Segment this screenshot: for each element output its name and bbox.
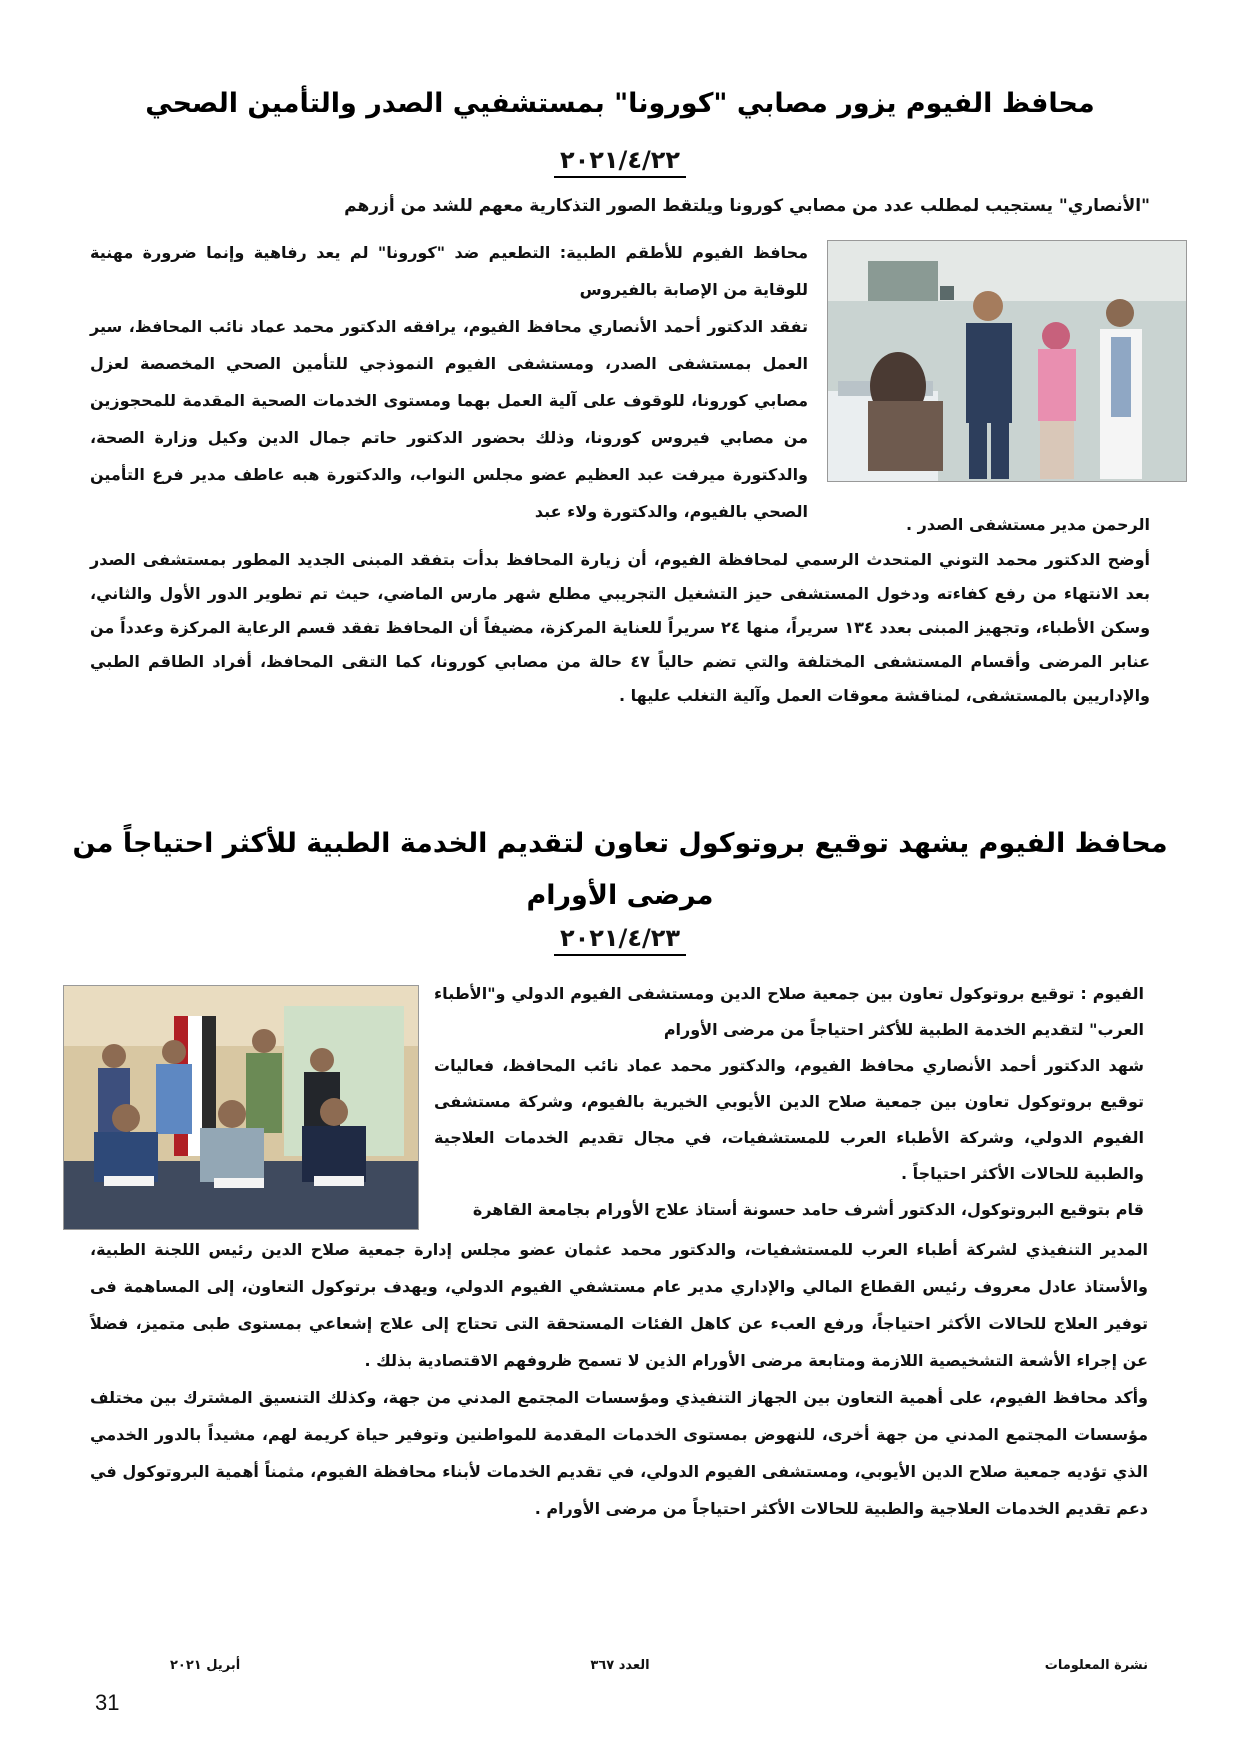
article2-body-full-width (90, 1231, 1148, 1527)
article2-date (0, 924, 1240, 956)
article1-title: محافظ الفيوم يزور مصابي "كورونا" بمستشفيي الصدر والتأمين الصحي (145, 88, 1095, 119)
article2-title: محافظ الفيوم يشهد توقيع بروتوكول تعاون لتقديم الخدمة الطبية للأكثر احتياجاً من مرضى الأورام (72, 828, 1168, 911)
page-footer (0, 1658, 1240, 1682)
article2-paragraph-2: المدير التنفيذي لشركة أطباء العرب للمستشفيات، والدكتور محمد عثمان عضو مجلس إدارة جمعية صلاح الدين رئيس اللجنة الطبية، والأستاذ عادل معروف رئيس القطاع المالي والإداري مدير عام مستشفي الفيوم الدولي، ويهدف برتوكول التعاون، إلى المساهمة فى توفير العلاج للحالات الأكثر احتياجاً، ورفع العبء عن كاهل الفئات المستحقة التى تحتاج إلى علاج إشعاعي بمستوى طبى متميز، فضلاً عن إجراء الأشعة التشخيصية اللازمة ومتابعة مرضى الأورام الذين لا تسمح ظروفهم الاقتصادية بذلك . (90, 1240, 1148, 1370)
article1-paragraph-2: أوضح الدكتور محمد التوني المتحدث الرسمي لمحافظة الفيوم، أن زيارة المحافظ بدأت بتفقد المبنى الجديد المطور بمستشفى الصدر بعد الانتهاء من رفع كفاءته ودخول المستشفى حيز التشغيل التجريبي مطلع شهر مارس الماضي، حيث تم تطوير الدور الأول والثاني، وسكن الأطباء، وتجهيز المبنى بعدد ١٣٤ سريراً، منها ٢٤ سريراً للعناية المركزة، مضيفاً أن المحافظ تفقد قسم الرعاية المركزة وعدداً من عنابر المرضى وأقسام المستشفى المختلفة والتي تضم حالياً ٤٧ حالة من مصابي كورونا، كما التقى المحافظ، أفراد الطاقم الطبي والإداريين بالمستشفى، لمناقشة معوقات العمل وآلية التغلب عليها . (90, 550, 1151, 705)
article1-body-beside-photo (90, 234, 808, 530)
article1-subtitle: "الأنصاري" يستجيب لمطلب عدد من مصابي كورونا ويلتقط الصور التذكارية معهم للشد من أزرهم (344, 196, 1150, 216)
hospital-visit-photo (827, 240, 1187, 482)
hospital-visit-photo-image (828, 241, 1186, 481)
footer-publication: نشرة المعلومات (1044, 1658, 1148, 1673)
article2-paragraph-1: شهد الدكتور أحمد الأنصاري محافظ الفيوم، والدكتور محمد عماد نائب المحافظ، فعاليات توقيع بروتوكول تعاون بين جمعية صلاح الدين الأيوبي الخيرية بالفيوم، وشركة مستشفى الفيوم الدولي، وشركة الأطباء العرب للمستشفيات، في مجال تقديم الخدمات العلاجية والطبية للحالات الأكثر احتياجاً . (434, 1056, 1144, 1183)
article2-lead: الفيوم : توقيع بروتوكول تعاون بين جمعية صلاح الدين ومستشفى الفيوم الدولي و"الأطباء العرب" لتقديم الخدمة الطبية للأكثر احتياجاً من مرضى الأورام (434, 984, 1144, 1039)
footer-issue: العدد ٣٦٧ (590, 1658, 650, 1673)
article2-paragraph-2-start: قام بتوقيع البروتوكول، الدكتور أشرف حامد حسونة أستاذ علاج الأورام بجامعة القاهرة (472, 1200, 1144, 1219)
article1-paragraph-1: تفقد الدكتور أحمد الأنصاري محافظ الفيوم، يرافقه الدكتور محمد عماد نائب المحافظ، سير العمل بمستشفى الصدر، ومستشفى الفيوم النموذجي للتأمين الصحي المخصصة لعزل مصابي كورونا، للوقوف على آلية العمل بهما ومستوى الخدمات الصحية المقدمة للمحجوزين من مصابي فيروس كورونا، وذلك بحضور الدكتور حاتم جمال الدين وكيل وزارة الصحة، والدكتورة ميرفت عبد العظيم عضو مجلس النواب، والدكتورة هبه عاطف مدير فرع التأمين الصحي بالفيوم، والدكتورة ولاء عبد (90, 317, 808, 521)
protocol-signing-photo (63, 985, 419, 1230)
page-number: 31 (95, 1690, 120, 1715)
article1-date-text: ٢٠٢١/٤/٢٢ (554, 146, 686, 178)
article1-quote: محافظ الفيوم للأطقم الطبية: التطعيم ضد "كورونا" لم يعد رفاهية وإنما ضرورة مهنية للوقاية من الإصابة بالفيروس (90, 243, 808, 299)
article2-date-text: ٢٠٢١/٤/٢٣ (554, 924, 686, 956)
article2-paragraph-3: وأكد محافظ الفيوم، على أهمية التعاون بين الجهاز التنفيذي ومؤسسات المجتمع المدني من جهة، وكذلك التنسيق المشترك بين مختلف مؤسسات المجتمع المدني من جهة أخرى، للنهوض بمستوى الخدمات المقدمة للمواطنين وتوفير حياة كريمة لهم، مشيداً بالدور الخدمي الذي تؤديه جمعية صلاح الدين الأيوبي، ومستشفى الفيوم الدولي، في تقديم الخدمات لأبناء محافظة الفيوم، مثمناً أهمية البروتوكول في دعم تقديم الخدمات العلاجية والطبية للحالات الأكثر احتياجاً من مرضى الأورام . (90, 1388, 1148, 1518)
article1-date (0, 146, 1240, 178)
article1-paragraph-1-end: الرحمن مدير مستشفى الصدر . (906, 515, 1150, 534)
footer-month: أبريل ٢٠٢١ (170, 1658, 241, 1673)
protocol-signing-photo-image (64, 986, 418, 1229)
article2-body-beside-photo (434, 976, 1144, 1228)
